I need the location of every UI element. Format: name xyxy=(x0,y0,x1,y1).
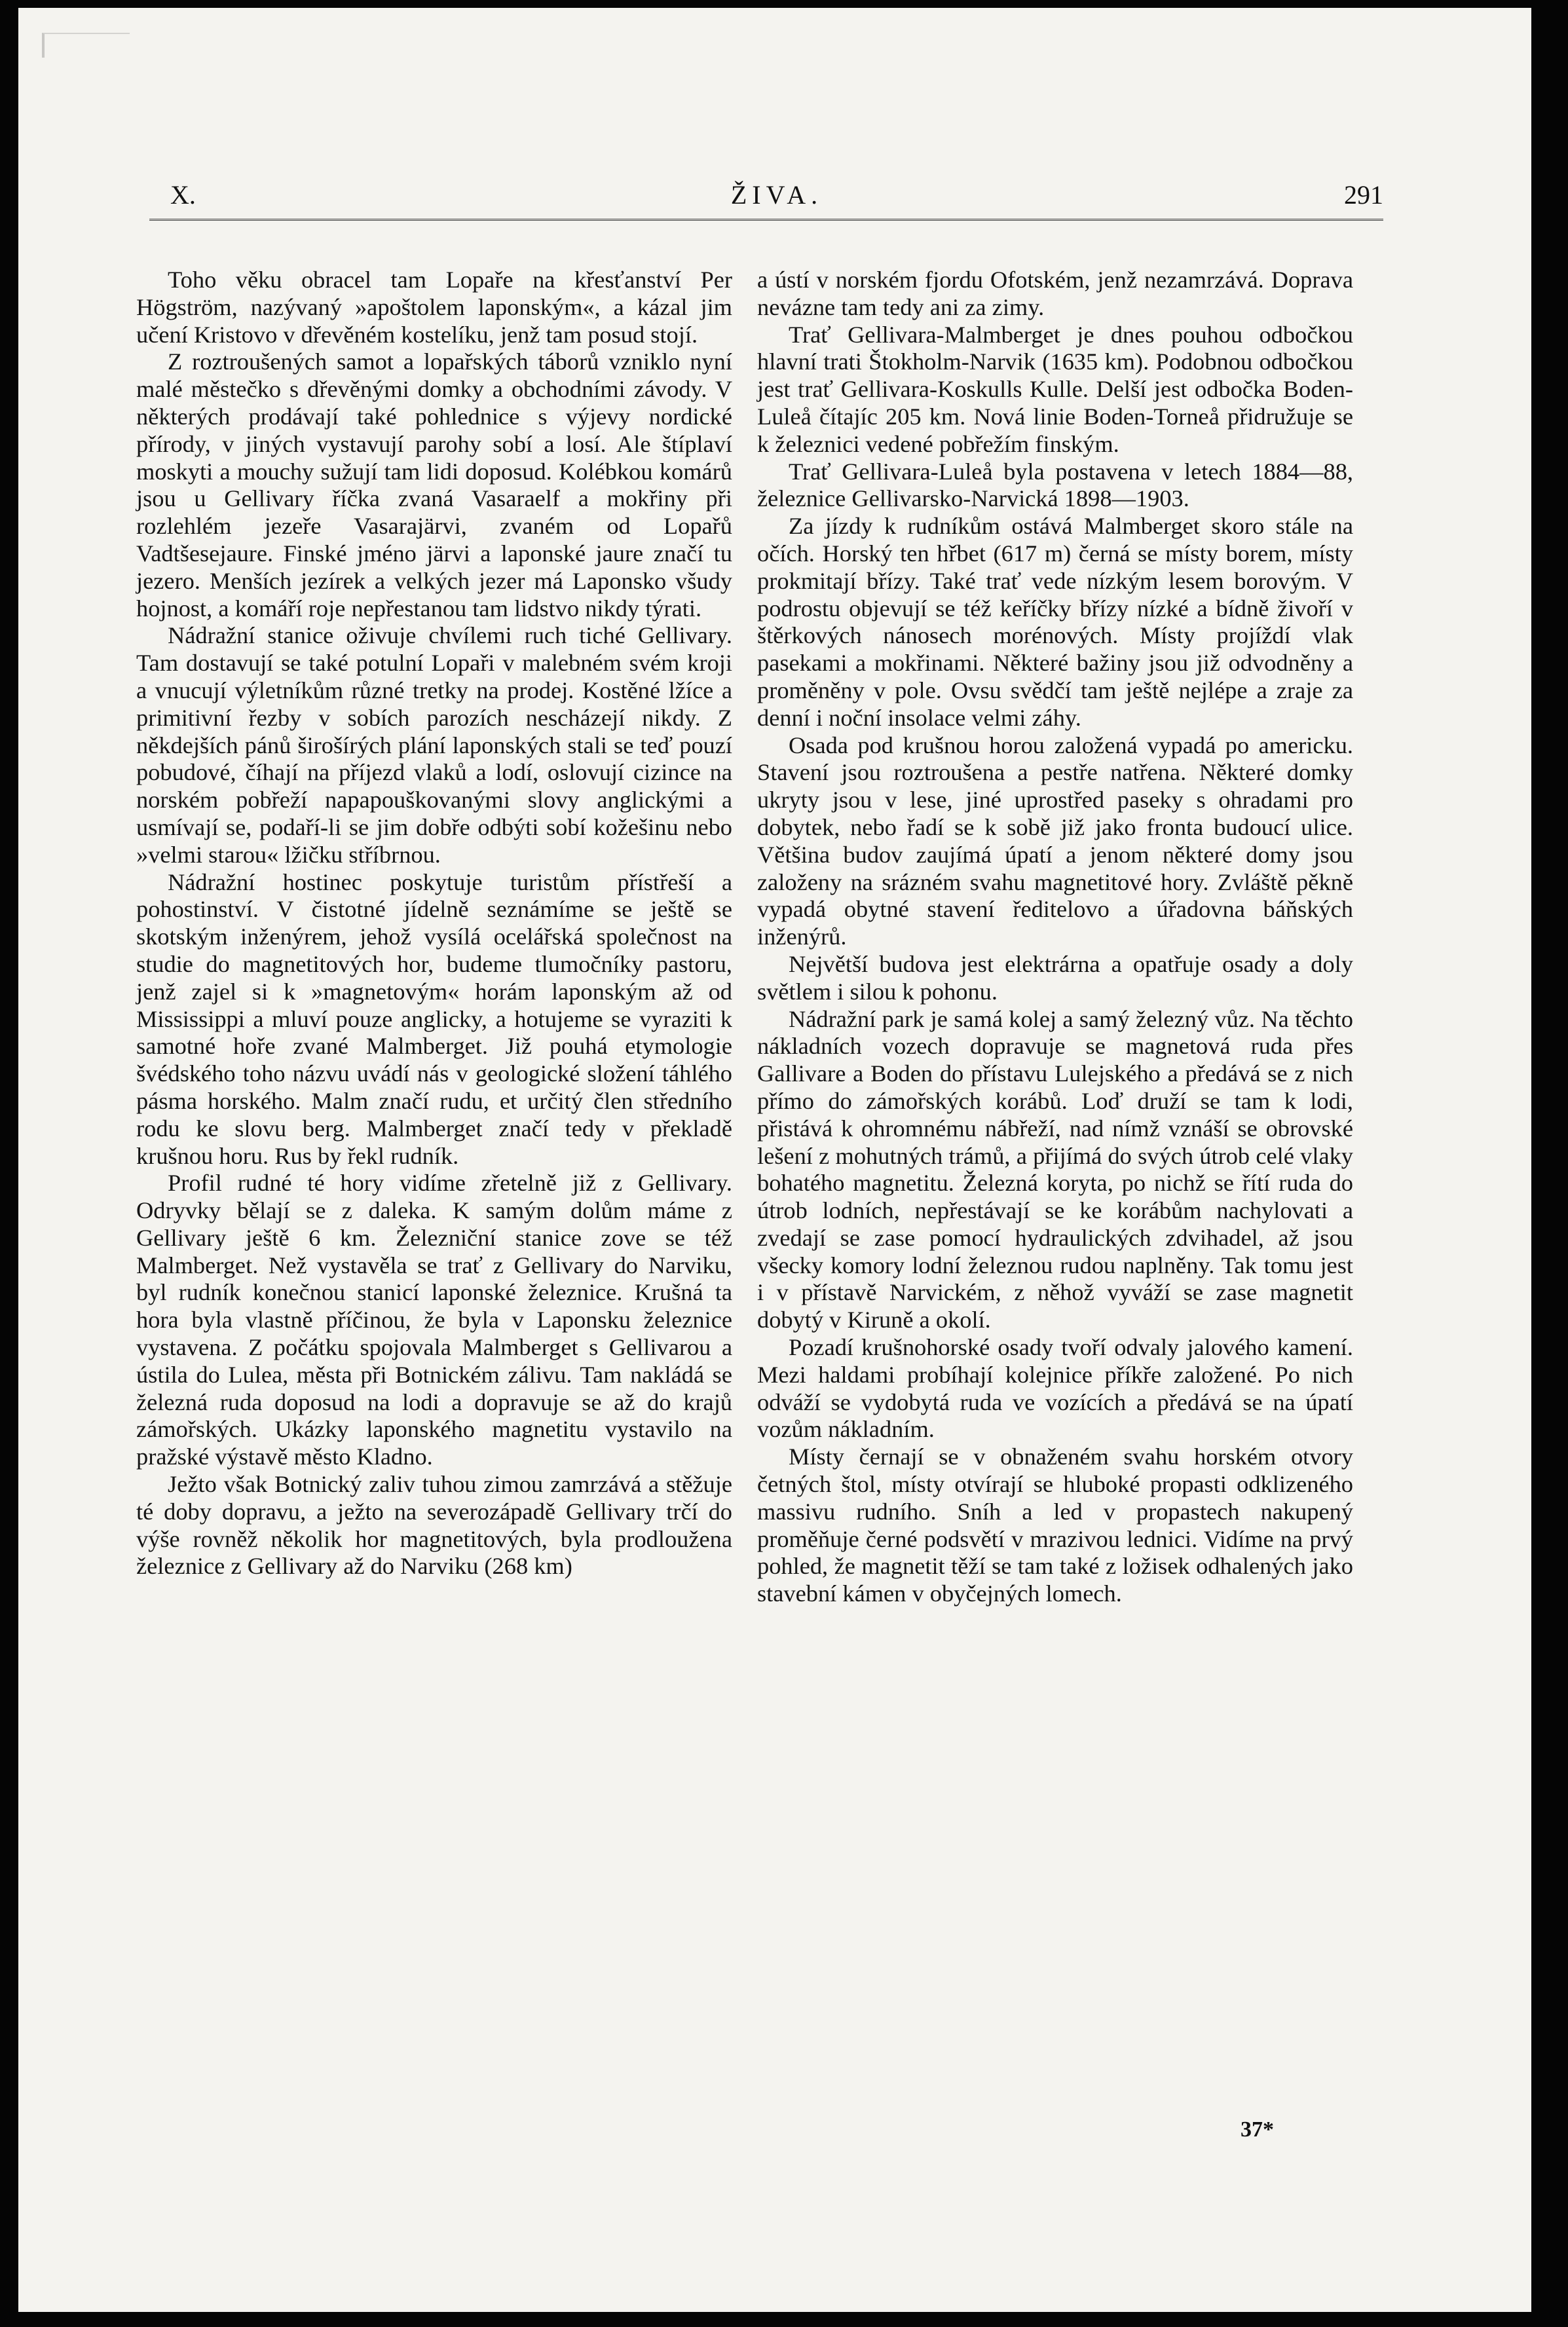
page-number: 291 xyxy=(1344,180,1383,210)
right-column xyxy=(757,267,1353,1608)
paragraph: Pozadí krušnohorské osady tvoří odvaly jalového kamení. Mezi haldami probíhají kolejnice příkře založené. Po nich odváží se vydobytá ruda ve vozících a předává se na úpatí vozům nákladním. xyxy=(757,1334,1353,1443)
paragraph: Profil rudné té hory vidíme zřetelně již z Gellivary. Odryvky bělají se z daleka. K samým dolům máme z Gellivary ještě 6 km. Železniční stanice zove se též Malmberget. Než vystavěla se trať z Gellivary do Narviku, byl rudník konečnou stanicí laponské železnice. Krušná ta hora byla vlastně příčinou, že byla v Laponsku železnice vystavena. Z počátku spojovala Malmberget s Gellivarou a ústila do Lulea, města při Botnickém zálivu. Tam nakládá se železná ruda doposud na lodi a dopravuje se až do krajů zámořských. Ukázky laponského magnetitu vystavilo na pražské výstavě město Kladno. xyxy=(136,1170,732,1470)
paragraph: Ježto však Botnický zaliv tuhou zimou zamrzává a stěžuje té doby dopravu, a ježto na severozápadě Gellivary trčí do výše rovněž několik hor magnetitových, byla prodloužena železnice z Gellivary až do Narviku (268 km) xyxy=(136,1471,732,1580)
paragraph: Z roztroušených samot a lopařských táborů vzniklo nyní malé městečko s dřevěnými domky a obchodními závody. V některých prodávají také pohlednice s výjevy nordické přírody, v jiných vystavují parohy sobí a losí. Ale štíplaví moskyti a mouchy sužují tam lidi doposud. Kolébkou komárů jsou u Gellivary říčka zvaná Vasaraelf a mokřiny při rozlehlém jezeře Vasarajärvi, zvaném od Lopařů Vadtšesejaure. Finské jméno järvi a laponské jaure značí tu jezero. Menších jezírek a velkých jezer má Laponsko všudy hojnost, a komáří roje nepřestanou tam lidstvo nikdy týrati. xyxy=(136,348,732,622)
paragraph: Osada pod krušnou horou založená vypadá po americku. Stavení jsou roztroušena a pestře natřena. Některé domky ukryty jsou v lese, jiné uprostřed paseky s ohradami pro dobytek, nebo řadí se k sobě již jako fronta budoucí ulice. Většina budov zaujímá úpatí a jenom některé domy jsou založeny na srázném svahu magnetitové hory. Zvláště pěkně vypadá obytné stavení ředitelovo a úřadovna báňských inženýrů. xyxy=(757,732,1353,950)
paragraph: Nádražní stanice oživuje chvílemi ruch tiché Gellivary. Tam dostavují se také potulní Lopaři v malebném svém kroji a vnucují výletníkům různé tretky na prodej. Kostěné lžíce a primitivní řezby v sobích parozích nescházejí nikdy. Z někdejších pánů širošírých plání laponských stali se teď pouzí pobudové, číhají na příjezd vlaků a lodí, oslovují cizince na norském pobřeží napapouškovanými slovy anglickými a usmívají se, podaří-li se jim dobře odbýti sobí kožešinu nebo »velmi starou« lžičku stříbrnou. xyxy=(136,622,732,868)
paragraph-continuation: a ústí v norském fjordu Ofotském, jenž nezamrzává. Doprava nevázne tam tedy ani za zimy. xyxy=(757,267,1353,320)
paragraph: Nádražní hostinec poskytuje turistům přístřeší a pohostinství. V čistotné jídelně seznámíme se ještě se skotským inženýrem, jehož vysílá ocelářská společnost na studie do magnetitových hor, budeme tlumočníky pastoru, jenž zajel si k »magnetovým« horám laponským až od Mississippi a mluví pouze anglicky, a hotujeme se vyraziti k samotné hoře zvané Malmberget. Již pouhá etymologie švédského toho názvu uvádí nás v geologické složení táhlého pásma horského. Malm značí rudu, et určitý člen středního rodu ke slovu berg. Malmberget značí tedy v překladě krušnou horu. Rus by řekl rudník. xyxy=(136,868,732,1169)
volume-number: X. xyxy=(170,180,196,210)
paragraph: Toho věku obracel tam Lopaře na křesťanství Per Högström, nazývaný »apoštolem laponským«, a kázal jim učení Kristovo v dřevěném kostelíku, jenž tam posud stojí. xyxy=(136,267,732,348)
paragraph: Trať Gellivara-Malmberget je dnes pouhou odbočkou hlavní trati Štokholm-Narvik (1635 km). Podobnou odbočkou jest trať Gellivara-Koskulls Kulle. Delší jest odbočka Boden-Luleå čítajíc 205 km. Nová linie Boden-Torneå přidružuje se k železnici vedené pobřežím finským. xyxy=(757,321,1353,457)
scan-corner-mark xyxy=(42,33,130,58)
header-rule xyxy=(149,219,1383,221)
journal-title: ŽIVA. xyxy=(730,180,823,210)
paragraph: Nádražní park je samá kolej a samý železný vůz. Na těchto nákladních vozech dopravuje se magnetová ruda přes Gallivare a Boden do přístavu Lulejského a předává se z nich přímo do zámořských korábů. Loď druží se tam k lodi, přistává k ohromnému nábřeží, nad nímž vznáší se obrovské lešení z mohutných trámů, a přijímá do svých útrob celé vlaky bohatého magnetitu. Železná koryta, po nichž se řítí ruda do útrob lodních, nepřestávají se ke korábům nachylovati a zvedají se zase pomocí hydraulických zdvihadel, až jsou všecky komory lodní železnou rudou naplněny. Tak tomu jest i v přístavě Narvickém, z něhož vyváží se zase magnetit dobytý v Kiruně a okolí. xyxy=(757,1005,1353,1333)
page xyxy=(18,8,1531,2312)
paragraph: Místy černají se v obnaženém svahu horském otvory četných štol, místy otvírají se hluboké propasti odklizeného massivu rudního. Sníh a led v propastech nakupený proměňuje černé podsvětí v mrazivou lednici. Vidíme na prvý pohled, že magnetit těží se tam také z ložisek odhalených jako stavební kámen v obyčejných lomech. xyxy=(757,1443,1353,1607)
signature-mark: 37* xyxy=(1241,2117,1274,2142)
left-column xyxy=(136,267,732,1580)
paragraph: Za jízdy k rudníkům ostává Malmberget skoro stále na očích. Horský ten hřbet (617 m) černá se místy borem, místy prokmitají břízy. Také trať vede nízkým lesem borovým. V podrostu objevují se též keříčky břízy nízké a bídně živoří v štěrkových nánosech morénových. Místy projíždí vlak pasekami a mokřinami. Některé bažiny jsou již odvodněny a proměněny v pole. Ovsu svědčí tam ještě nejlépe a zraje za denní i noční insolace velmi záhy. xyxy=(757,513,1353,731)
running-header xyxy=(170,179,1383,219)
paragraph: Největší budova jest elektrárna a opatřuje osady a doly světlem i silou k pohonu. xyxy=(757,950,1353,1005)
paragraph: Trať Gellivara-Luleå byla postavena v letech 1884—88, železnice Gellivarsko-Narvická 1898—1903. xyxy=(757,458,1353,512)
